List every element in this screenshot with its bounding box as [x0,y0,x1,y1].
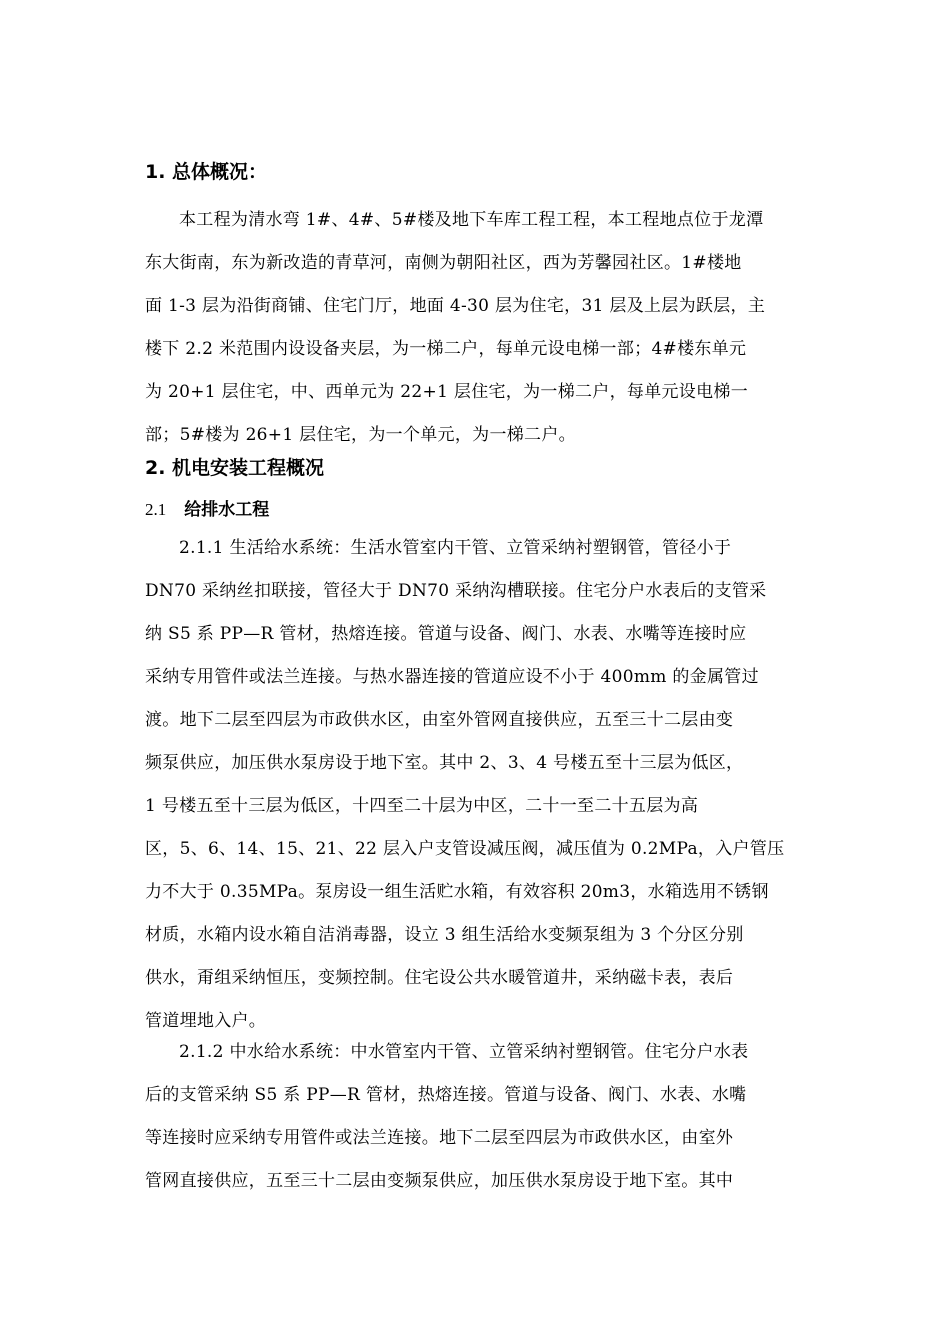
paragraph-line: 渡。地下二层至四层为市政供水区，由室外管网直接供应，五至三十二层由变 [145,710,734,730]
paragraph-line: 本工程为清水弯 1#、4#、5#楼及地下车库工程工程，本工程地点位于龙潭 [179,210,764,230]
paragraph-line: 纳 S5 系 PP—R 管材，热熔连接。管道与设备、阀门、水表、水嘴等连接时应 [145,624,747,644]
paragraph-line: 管网直接供应，五至三十二层由变频泵供应，加压供水泵房设于地下室。其中 [145,1171,734,1191]
paragraph-line: 部；5#楼为 26+1 层住宅，为一个单元，为一梯二户。 [145,425,576,445]
subsection-title: 给排水工程 [184,500,270,520]
paragraph-line: 后的支管采纳 S5 系 PP—R 管材，热熔连接。管道与设备、阀门、水表、水嘴 [145,1085,747,1105]
paragraph-line: 东大街南，东为新改造的青草河，南侧为朝阳社区，西为芳馨园社区。1#楼地 [145,253,742,273]
paragraph-line: 材质，水箱内设水箱自洁消毒器，设立 3 组生活给水变频泵组为 3 个分区分别 [145,925,744,945]
paragraph-line: 等连接时应采纳专用管件或法兰连接。地下二层至四层为市政供水区，由室外 [145,1128,734,1148]
subsection-2-1-heading [145,499,269,521]
paragraph-line: 采纳专用管件或法兰连接。与热水器连接的管道应设不小于 400mm 的金属管过 [145,667,759,687]
item-2-1-2-paragraph [145,1031,805,1203]
paragraph-line: 面 1-3 层为沿街商铺、住宅门厅，地面 4-30 层为住宅，31 层及上层为跃层，主 [145,296,766,316]
section-2-heading: 2. 机电安装工程概况 [145,457,325,479]
paragraph-line: DN70 采纳丝扣联接，管径大于 DN70 采纳沟槽联接。住宅分户水表后的支管采 [145,581,767,601]
paragraph-line: 楼下 2.2 米范围内设设备夹层，为一梯二户，每单元设电梯一部；4#楼东单元 [145,339,747,359]
paragraph-line: 管道埋地入户。 [145,1011,267,1031]
paragraph-line: 供水，甭组采纳恒压，变频控制。住宅设公共水暖管道井，采纳磁卡表，表后 [145,968,734,988]
paragraph-line: 为 20+1 层住宅，中、西单元为 22+1 层住宅，为一梯二户，每单元设电梯一 [145,382,748,402]
section-1-paragraph [145,199,805,457]
paragraph-line: 区，5、6、14、15、21、22 层入户支管设减压阀，减压值为 0.2MPa，入户管压 [145,839,785,859]
paragraph-line: 频泵供应，加压供水泵房设于地下室。其中 2、3、4 号楼五至十三层为低区， [145,753,744,773]
paragraph-line: 2.1.2 中水给水系统：中水管室内干管、立管采纳衬塑钢管。住宅分户水表 [179,1042,749,1062]
paragraph-line: 1 号楼五至十三层为低区，十四至二十层为中区，二十一至二十五层为高 [145,796,699,816]
paragraph-line: 2.1.1 生活给水系统：生活水管室内干管、立管采纳衬塑钢管，管径小于 [179,538,732,558]
subsection-number: 2.1 [145,500,167,519]
item-2-1-1-paragraph [145,527,805,1043]
paragraph-line: 力不大于 0.35MPa。泵房设一组生活贮水箱，有效容积 20m3，水箱选用不锈钢 [145,882,769,902]
section-1-heading: 1. 总体概况： [145,161,268,183]
